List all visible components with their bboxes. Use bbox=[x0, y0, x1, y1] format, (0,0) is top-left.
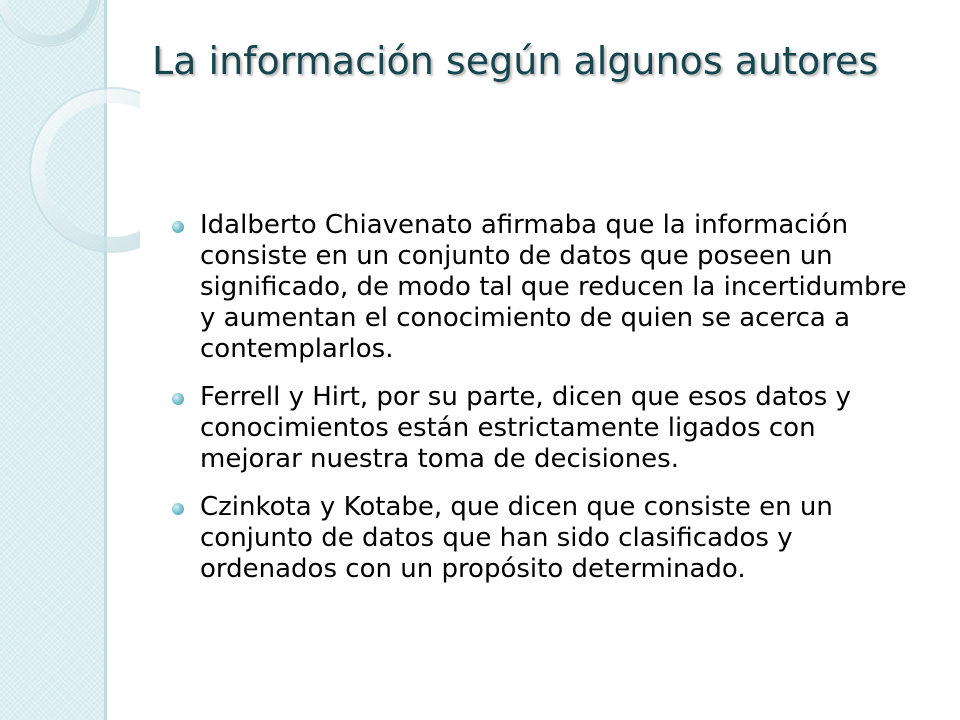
slide-title: La información según algunos autores bbox=[152, 39, 879, 83]
bullet-dot-icon bbox=[172, 503, 184, 515]
bullet-text: Czinkota y Kotabe, que dicen que consiste en un conjunto de datos que han sido clasificados y ordenados con un propósito determinado. bbox=[200, 492, 833, 584]
bullet-item bbox=[200, 382, 920, 475]
bullet-text: Idalberto Chiavenato afirmaba que la información consiste en un conjunto de datos que poseen un significado, de modo tal que reducen la incertidumbre y aumentan el conocimiento de quien se acerca a contemplarlos. bbox=[200, 210, 907, 364]
decorative-rings bbox=[0, 0, 140, 260]
bullet-text: Ferrell y Hirt, por su parte, dicen que esos datos y conocimientos están estrictamente ligados con mejorar nuestra toma de decisiones. bbox=[200, 382, 851, 474]
bullet-item bbox=[200, 492, 920, 585]
ring-large-outline bbox=[30, 88, 140, 252]
bullet-dot-icon bbox=[172, 221, 184, 233]
bullet-list bbox=[200, 210, 920, 602]
ring-large bbox=[38, 96, 140, 244]
bullet-item bbox=[200, 210, 920, 365]
bullet-dot-icon bbox=[172, 393, 184, 405]
